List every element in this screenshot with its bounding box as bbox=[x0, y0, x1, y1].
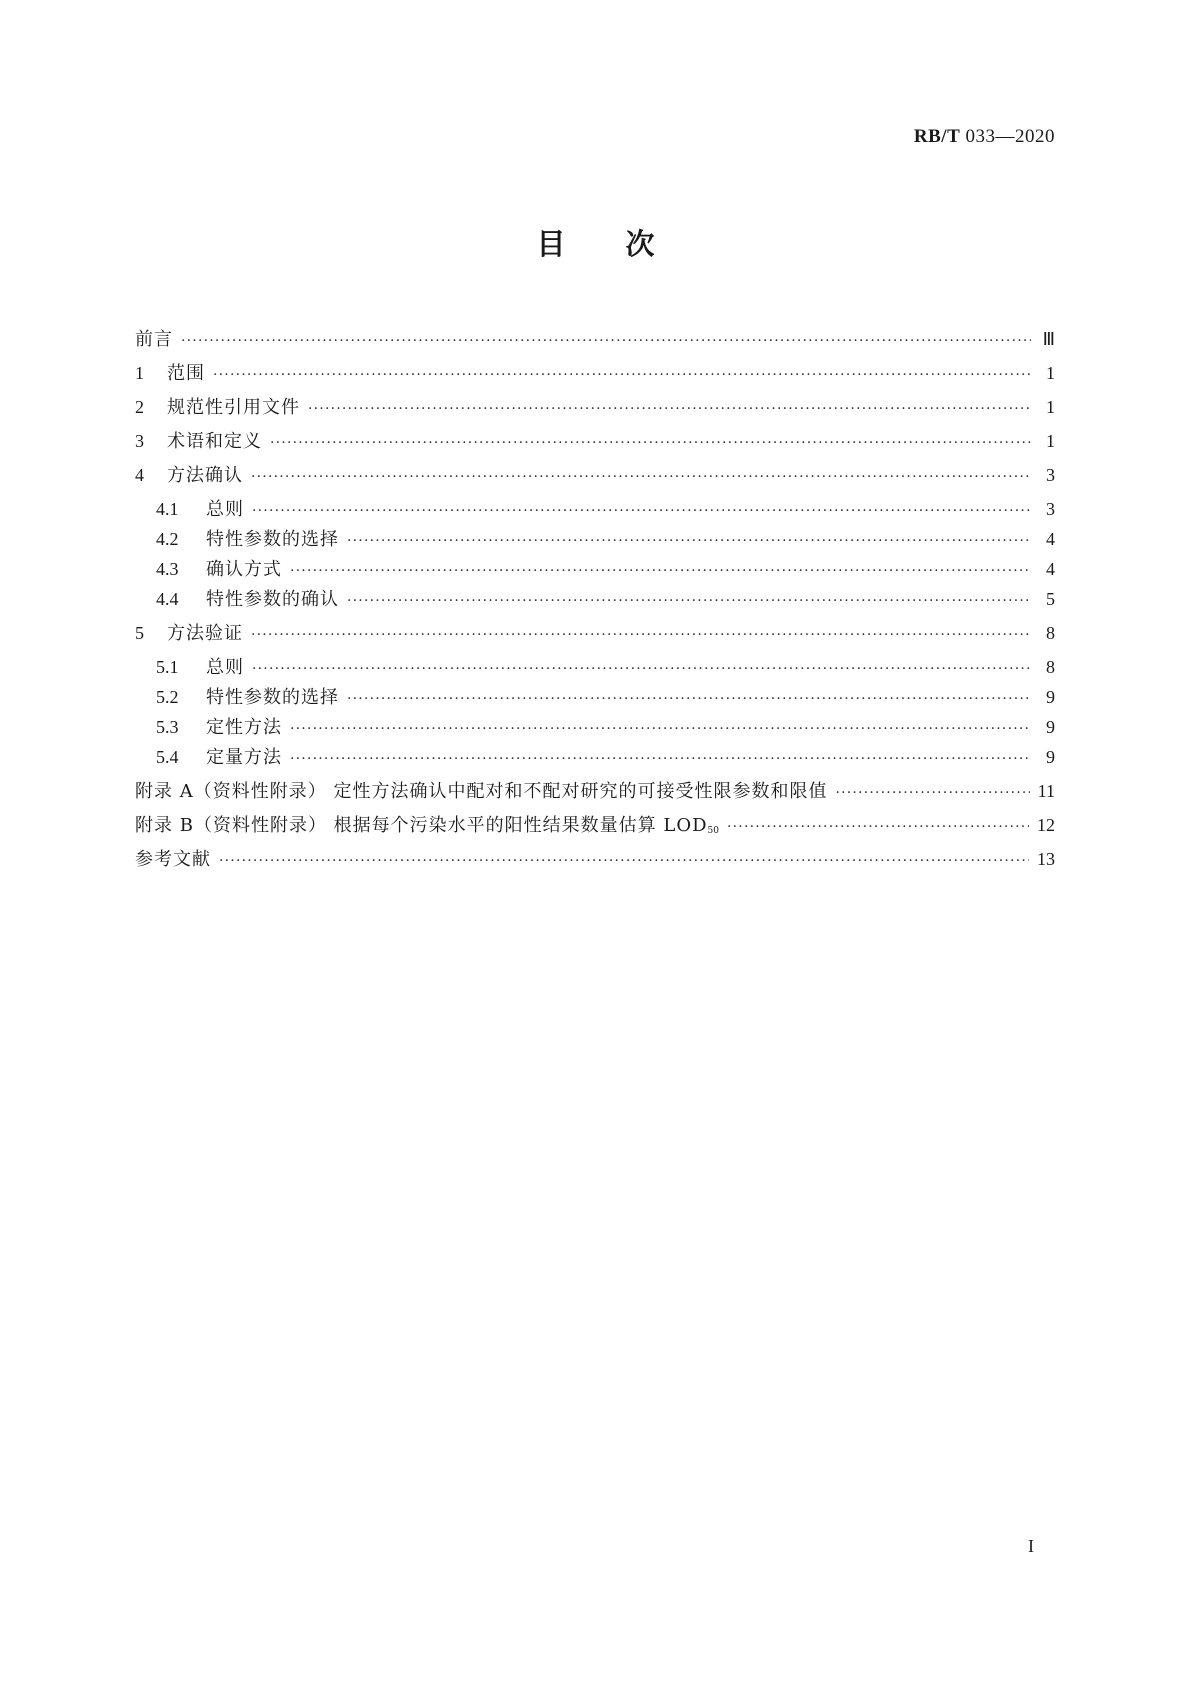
toc-entry-label: 总则 bbox=[206, 657, 244, 678]
document-code-number: 033—2020 bbox=[960, 126, 1055, 147]
toc-entry-label: 特性参数的选择 bbox=[206, 687, 339, 708]
toc-entry-page: 1 bbox=[1046, 431, 1055, 451]
toc-entry-5-1[interactable] bbox=[156, 654, 1055, 680]
toc-dot-leader bbox=[219, 848, 1029, 874]
toc-entry-label: 方法验证 bbox=[167, 623, 243, 644]
toc-entry-preface[interactable] bbox=[135, 326, 1055, 352]
toc-entry-number: 4.2 bbox=[156, 529, 179, 549]
toc-entry-label: 特性参数的确认 bbox=[206, 589, 339, 610]
toc-entry-number: 2 bbox=[135, 397, 144, 417]
toc-dot-leader bbox=[347, 686, 1031, 712]
toc-entry-number: 4.1 bbox=[156, 499, 179, 519]
toc-entry-page: 9 bbox=[1046, 717, 1055, 737]
toc-entry-number: 4.4 bbox=[156, 589, 179, 609]
toc-entry-5-4[interactable] bbox=[156, 744, 1055, 770]
toc-entry-4-2[interactable] bbox=[156, 526, 1055, 552]
toc-entry-page: 12 bbox=[1037, 815, 1055, 835]
toc-entry-number: 5 bbox=[135, 623, 144, 643]
toc-entry-page: 8 bbox=[1046, 623, 1055, 643]
toc-entry-4-4[interactable] bbox=[156, 586, 1055, 612]
toc-entry-number: 1 bbox=[135, 363, 144, 383]
toc-entry-number: 5.3 bbox=[156, 717, 179, 737]
toc-entry-page: 3 bbox=[1046, 465, 1055, 485]
toc-entry-4-1[interactable] bbox=[156, 496, 1055, 522]
toc-entry-page: Ⅲ bbox=[1042, 329, 1055, 349]
toc-entry-number: 5.4 bbox=[156, 747, 179, 767]
toc-entry-references[interactable] bbox=[135, 846, 1055, 872]
toc-entry-page: 3 bbox=[1046, 499, 1055, 519]
toc-entry-page: 5 bbox=[1046, 589, 1055, 609]
toc-dot-leader bbox=[308, 396, 1031, 422]
toc-entry-page: 11 bbox=[1037, 781, 1055, 801]
toc-entry-4[interactable] bbox=[135, 462, 1055, 488]
toc-entry-label-subscript: 50 bbox=[707, 826, 719, 836]
toc-entry-5[interactable] bbox=[135, 620, 1055, 646]
toc-dot-leader bbox=[290, 558, 1031, 584]
toc-entry-number: 5.2 bbox=[156, 687, 179, 707]
toc-dot-leader bbox=[290, 746, 1031, 772]
toc-entry-number: 5.1 bbox=[156, 657, 179, 677]
toc-entry-5-2[interactable] bbox=[156, 684, 1055, 710]
toc-dot-leader bbox=[347, 528, 1031, 554]
toc-entry-label: 定性方法 bbox=[206, 717, 282, 738]
toc-entry-1[interactable] bbox=[135, 360, 1055, 386]
toc-dot-leader bbox=[251, 622, 1031, 648]
toc-entry-page: 4 bbox=[1046, 559, 1055, 579]
toc-entry-page: 9 bbox=[1046, 687, 1055, 707]
toc-entry-number: 4 bbox=[135, 465, 144, 485]
toc-entry-page: 4 bbox=[1046, 529, 1055, 549]
toc-entry-2[interactable] bbox=[135, 394, 1055, 420]
toc-dot-leader bbox=[252, 498, 1031, 524]
toc-entry-label: 参考文献 bbox=[135, 849, 211, 870]
toc-dot-leader bbox=[270, 430, 1031, 456]
toc-entry-appendix-a[interactable] bbox=[135, 778, 1055, 804]
toc-entry-label: 特性参数的选择 bbox=[206, 529, 339, 550]
toc-dot-leader bbox=[347, 588, 1031, 614]
toc-entry-page: 1 bbox=[1046, 363, 1055, 383]
toc-entry-appendix-b[interactable] bbox=[135, 812, 1055, 838]
document-code-prefix: RB/T bbox=[913, 126, 961, 147]
toc-entry-page: 1 bbox=[1046, 397, 1055, 417]
toc-entry-page: 8 bbox=[1046, 657, 1055, 677]
toc-dot-leader bbox=[727, 814, 1029, 840]
toc-entry-page: 13 bbox=[1037, 849, 1055, 869]
toc-entry-label-wrap bbox=[135, 813, 719, 844]
toc-entry-label: 总则 bbox=[206, 499, 244, 520]
toc-entry-label: 规范性引用文件 bbox=[167, 397, 300, 418]
toc-entry-number: 3 bbox=[135, 431, 144, 451]
toc-entry-4-3[interactable] bbox=[156, 556, 1055, 582]
toc-entry-page: 9 bbox=[1046, 747, 1055, 767]
document-code bbox=[914, 126, 1055, 148]
toc-entry-label: 范围 bbox=[167, 363, 205, 384]
toc-entry-label: 确认方式 bbox=[206, 559, 282, 580]
toc-entry-label: 附录 A（资料性附录） 定性方法确认中配对和不配对研究的可接受性限参数和限值 bbox=[135, 781, 828, 802]
toc-dot-leader bbox=[213, 362, 1031, 388]
page-number: I bbox=[1028, 1536, 1034, 1556]
toc-entry-label: 术语和定义 bbox=[167, 431, 262, 452]
toc-entry-label: 前言 bbox=[135, 329, 173, 350]
toc-entry-5-3[interactable] bbox=[156, 714, 1055, 740]
toc-dot-leader bbox=[835, 780, 1029, 806]
toc-entry-3[interactable] bbox=[135, 428, 1055, 454]
toc-entry-label: 方法确认 bbox=[167, 465, 243, 486]
toc-entry-label: 定量方法 bbox=[206, 747, 282, 768]
toc-entry-label: 附录 B（资料性附录） 根据每个污染水平的阳性结果数量估算 LOD bbox=[135, 815, 708, 836]
toc-dot-leader bbox=[181, 328, 1031, 354]
toc-dot-leader bbox=[252, 656, 1031, 682]
toc-title: 目次 bbox=[536, 227, 715, 261]
toc-entry-number: 4.3 bbox=[156, 559, 179, 579]
toc-dot-leader bbox=[251, 464, 1031, 490]
toc-dot-leader bbox=[290, 716, 1031, 742]
